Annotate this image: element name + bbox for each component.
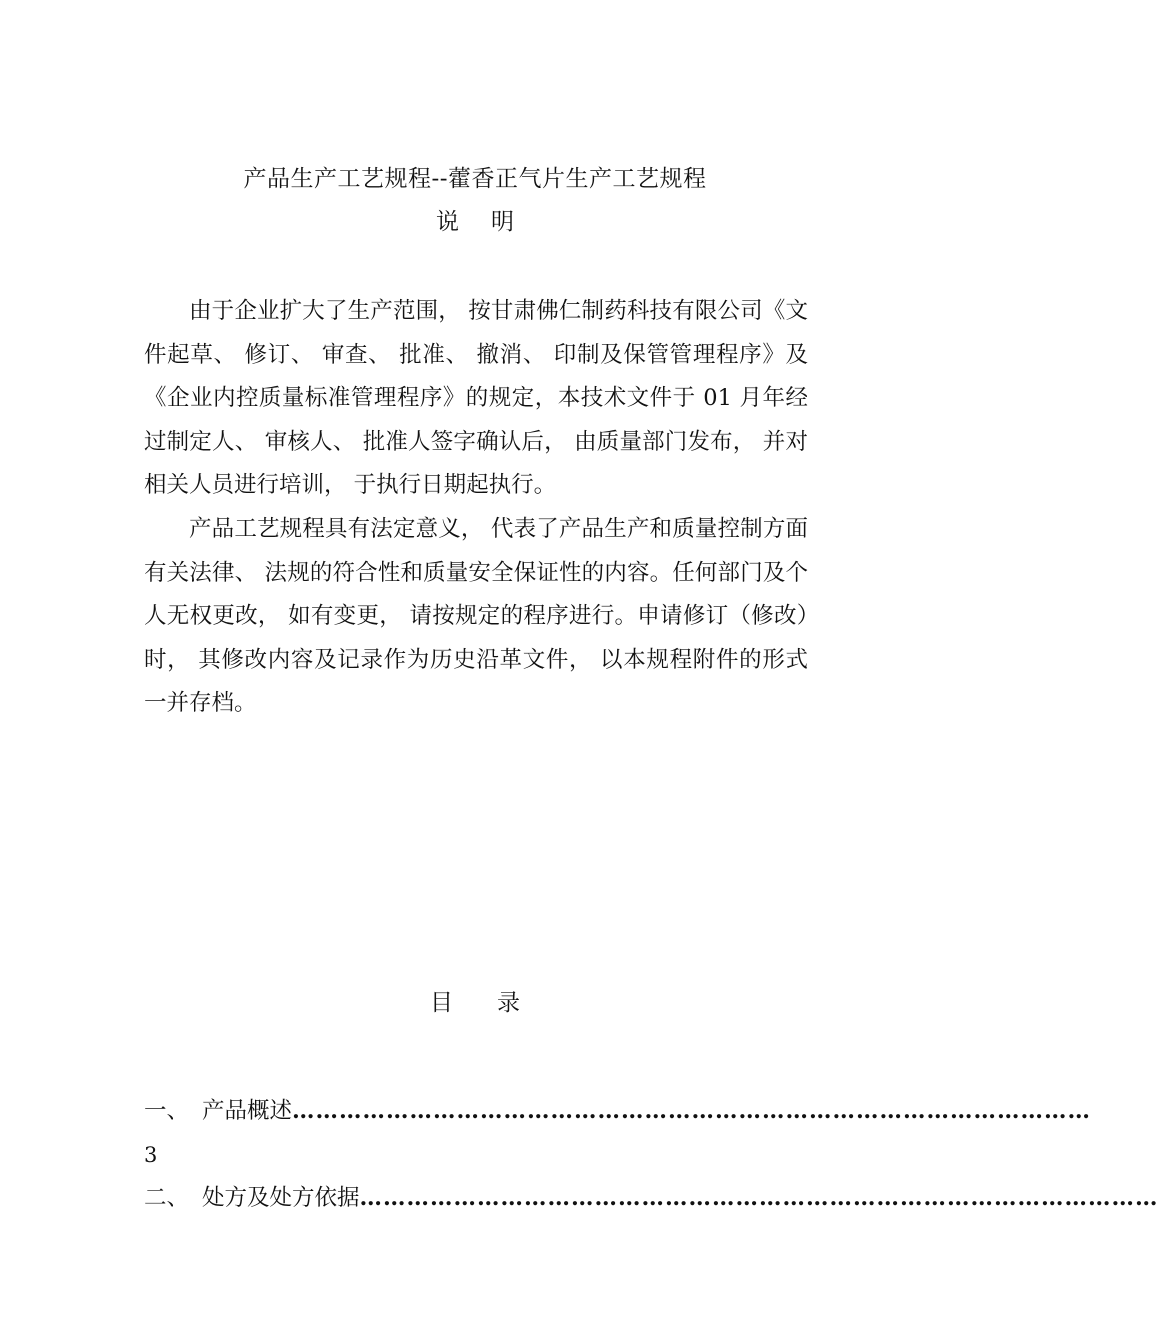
paragraph: 由于企业扩大了生产范围， 按甘肃佛仁制药科技有限公司《文件起草、 修订、 审查、 批准、 撤消、 印制及保管管理程序》及《企业内控质量标准管理程序》的规定，本技术文件于 01 月年经过制定人、 审核人、 批准人签字确认后， 由质量部门发布， 并对相关人员进行培训， 于执行日期起执行。 [144,298,808,499]
toc-entry-page: 3 [144,1142,158,1167]
heading-char: 目 [430,990,453,1016]
toc-entry[interactable] [144,1177,1159,1221]
document-title: 产品生产工艺规程--藿香正气片生产工艺规程 [243,166,707,192]
heading-char: 录 [497,990,520,1016]
toc-entry-label: 产品概述 [202,1098,293,1124]
toc-heading [0,986,950,1020]
heading-char: 说 [436,209,459,235]
explanation-body [144,290,808,726]
paragraph: 产品工艺规程具有法定意义， 代表了产品生产和质量控制方面有关法律、 法规的符合性和质量安全保证性的内容。任何部门及个人无权更改， 如有变更， 请按规定的程序进行。申请修订（修改）时， 其修改内容及记录作为历史沿革文件， 以本规程附件的形式一并存档。 [144,515,808,717]
table-of-contents [144,1090,1159,1221]
toc-entry-number: 一、 [144,1098,190,1124]
toc-entry-number: 二、 [144,1185,190,1212]
toc-leader-dots: ………………………………………………………………………………………… [292,1098,1092,1124]
toc-leader-dots: ………………………………………………………………………………………… [359,1185,1159,1212]
section-heading-explanation [0,205,950,239]
toc-entry-label: 处方及处方依据 [202,1185,360,1212]
heading-char: 明 [491,209,514,235]
toc-entry[interactable] [144,1090,1092,1134]
